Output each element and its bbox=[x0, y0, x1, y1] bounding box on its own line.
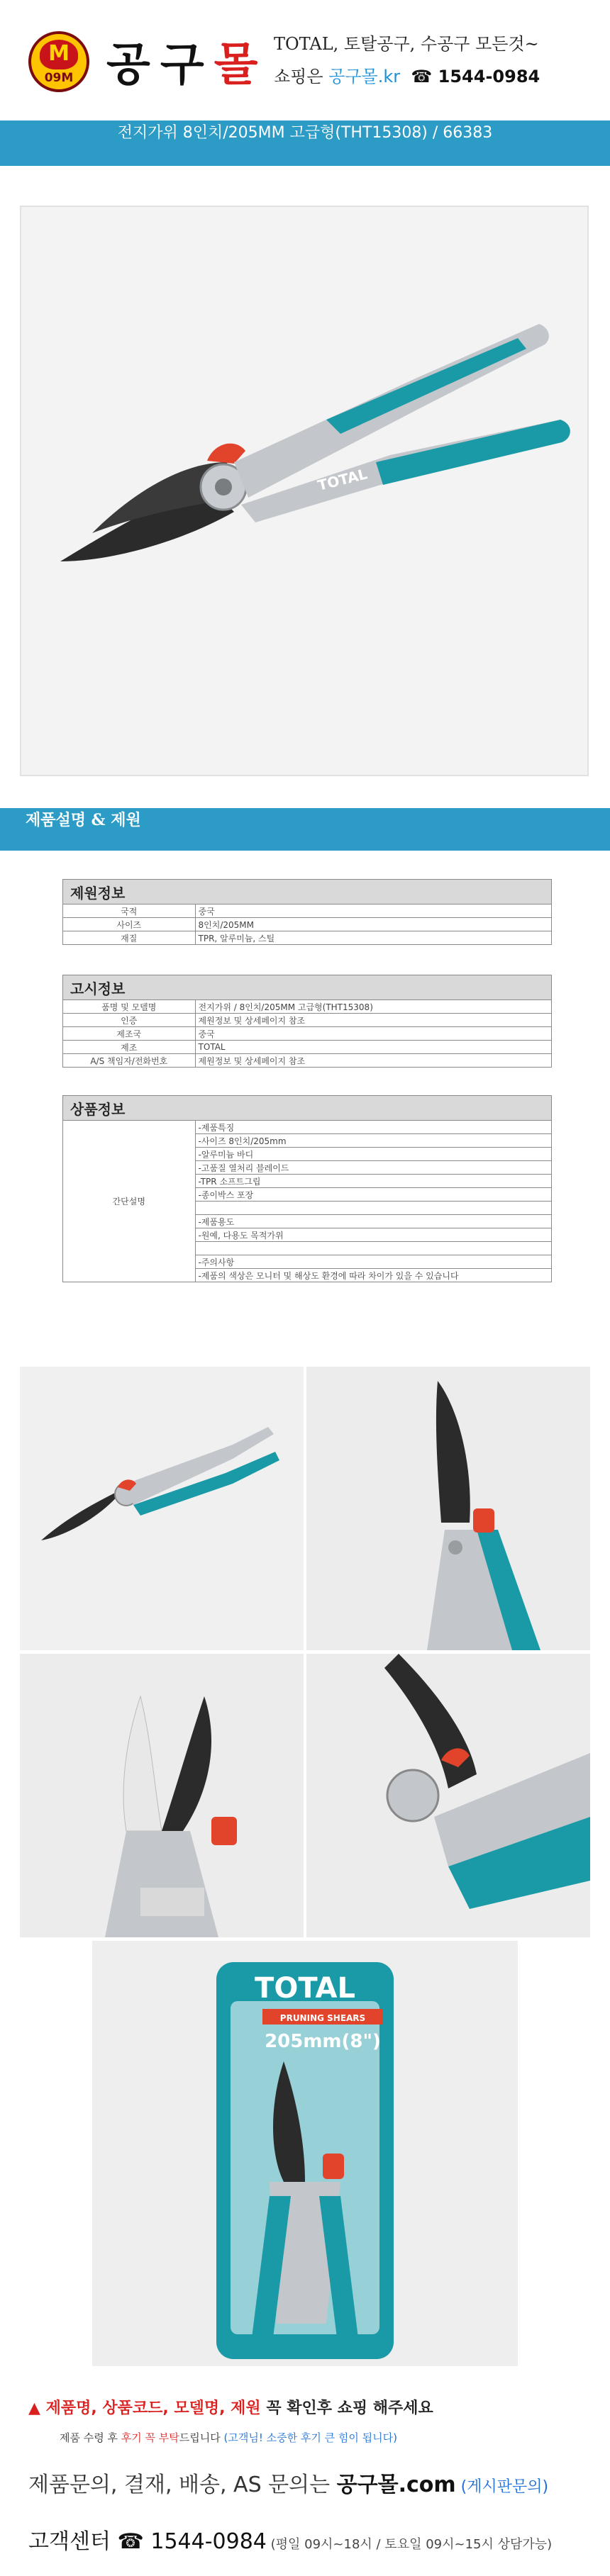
spec-line: -사이즈 8인치/205mm bbox=[195, 1134, 552, 1148]
notice-review bbox=[60, 2430, 397, 2445]
section-header bbox=[0, 808, 610, 851]
package-size: 205mm(8") bbox=[265, 2031, 381, 2052]
spec-basic-title: 제원정보 bbox=[63, 880, 552, 905]
spec-key: A/S 책임자/전화번호 bbox=[63, 1054, 196, 1068]
tagline: TOTAL, 토탈공구, 수공구 모든것~ bbox=[274, 34, 539, 54]
gallery-image-3 bbox=[20, 1654, 304, 1937]
spec-value: 8인치/205MM bbox=[195, 918, 552, 931]
spec-value: 전지가위 / 8인치/205MM 고급형(THT15308) bbox=[195, 1000, 551, 1014]
notice-check bbox=[28, 2396, 433, 2418]
gallery-image-1 bbox=[20, 1367, 304, 1650]
review-pre: 제품 수령 후 bbox=[60, 2431, 121, 2444]
brand-name[interactable] bbox=[106, 28, 267, 94]
spec-key: 국적 bbox=[63, 905, 196, 918]
notice-tail: 꼭 확인후 쇼핑 해주세요 bbox=[260, 2399, 433, 2417]
logo-badge: 09M bbox=[44, 71, 74, 85]
spec-line: -제품용도 bbox=[195, 1215, 552, 1228]
spec-key: 제조 bbox=[63, 1041, 196, 1054]
section-title: 제품설명 & 제원 bbox=[26, 811, 141, 829]
spec-line: -원예, 다용도 목적가위 bbox=[195, 1228, 552, 1242]
spec-table-basic bbox=[62, 879, 552, 945]
phone-number[interactable]: ☎ 1544-0984 bbox=[411, 67, 540, 86]
shop-line bbox=[274, 62, 540, 87]
pruning-shears-image bbox=[21, 207, 587, 775]
product-title: 전지가위 8인치/205MM 고급형(THT15308) / 66383 bbox=[117, 124, 493, 142]
spec-key: 품명 및 모델명 bbox=[63, 1000, 196, 1014]
brand-part2: 몰 bbox=[214, 38, 268, 91]
spec-notice-title: 고시정보 bbox=[63, 975, 552, 1000]
product-title-bar bbox=[0, 121, 610, 166]
shears-handle-closeup-image bbox=[306, 1654, 590, 1937]
inquiry-pre: 제품문의, 결재, 배송, AS 문의는 bbox=[28, 2473, 337, 2497]
logo-letter: M bbox=[48, 41, 70, 66]
spec-key: 제조국 bbox=[63, 1027, 196, 1041]
hero-image bbox=[20, 206, 589, 776]
cs-phone[interactable]: 고객센터 ☎ 1544-0984 bbox=[28, 2529, 267, 2554]
spec-key: 재질 bbox=[63, 931, 196, 945]
package-brand: TOTAL bbox=[255, 1972, 355, 2005]
spec-value: 중국 bbox=[195, 905, 552, 918]
blade-brand-print: TOTAL bbox=[316, 465, 370, 494]
spec-value: 제원정보 및 상세페이지 참조 bbox=[195, 1014, 551, 1027]
review-mid: 드립니다 bbox=[179, 2431, 224, 2444]
spec-line: -제품특징 bbox=[195, 1121, 552, 1134]
spec-line: -제품의 색상은 모니터 및 해상도 환경에 따라 차이가 있을 수 있습니다 bbox=[195, 1269, 552, 1282]
shears-open-jaw-image bbox=[20, 1654, 304, 1937]
shop-prefix: 쇼핑은 bbox=[274, 67, 329, 86]
spec-table-notice bbox=[62, 975, 552, 1068]
spec-line: -고품질 열처리 블레이드 bbox=[195, 1161, 552, 1175]
spec-table-product bbox=[62, 1095, 552, 1282]
cs-hours: (평일 09시~18시 / 토요일 09시~15시 상담가능) bbox=[266, 2537, 553, 2552]
spec-line bbox=[195, 1242, 552, 1255]
spec-value: 중국 bbox=[195, 1027, 551, 1041]
shop-link[interactable]: 공구몰.kr bbox=[328, 67, 401, 86]
spec-product-title: 상품정보 bbox=[63, 1096, 552, 1121]
spec-key: 사이즈 bbox=[63, 918, 196, 931]
logo-mark bbox=[40, 40, 78, 69]
review-highlight: 후기 꼭 부탁 bbox=[121, 2431, 179, 2444]
shears-blade-closeup-image bbox=[306, 1367, 590, 1650]
spec-key: 간단설명 bbox=[63, 1121, 196, 1282]
spec-line: -종이박스 포장 bbox=[195, 1188, 552, 1202]
brand-part1: 공구 bbox=[106, 38, 214, 91]
package-image bbox=[92, 1941, 518, 2366]
package-product-name: PRUNING SHEARS bbox=[279, 2013, 366, 2023]
customer-center bbox=[28, 2524, 552, 2555]
warning-icon: ▲ bbox=[28, 2399, 46, 2417]
inquiry-line bbox=[28, 2467, 548, 2498]
spec-line: -TPR 소프트그립 bbox=[195, 1175, 552, 1188]
spec-line: -알루미늄 바디 bbox=[195, 1148, 552, 1161]
shears-overview-image bbox=[20, 1367, 304, 1650]
spec-key: 인증 bbox=[63, 1014, 196, 1027]
spec-value: TOTAL bbox=[195, 1041, 551, 1054]
board-inquiry-link[interactable]: (게시판문의) bbox=[455, 2478, 549, 2496]
blister-package-image bbox=[92, 1941, 518, 2366]
review-blue: (고객님! 소중한 후기 큰 힘이 됩니다) bbox=[223, 2431, 397, 2444]
inquiry-site-link[interactable]: 공구몰.com bbox=[336, 2473, 456, 2497]
notice-highlight: 제품명, 상품코드, 모델명, 제원 bbox=[45, 2399, 261, 2417]
gallery-image-2 bbox=[306, 1367, 590, 1650]
site-header bbox=[0, 0, 610, 121]
spec-value: TPR, 알루미늄, 스틸 bbox=[195, 931, 552, 945]
gallery-image-4 bbox=[306, 1654, 590, 1937]
spec-value: 제원정보 및 상세페이지 참조 bbox=[195, 1054, 551, 1068]
logo-icon[interactable] bbox=[28, 31, 89, 92]
spec-line: -주의사항 bbox=[195, 1255, 552, 1269]
spec-line bbox=[195, 1202, 552, 1215]
